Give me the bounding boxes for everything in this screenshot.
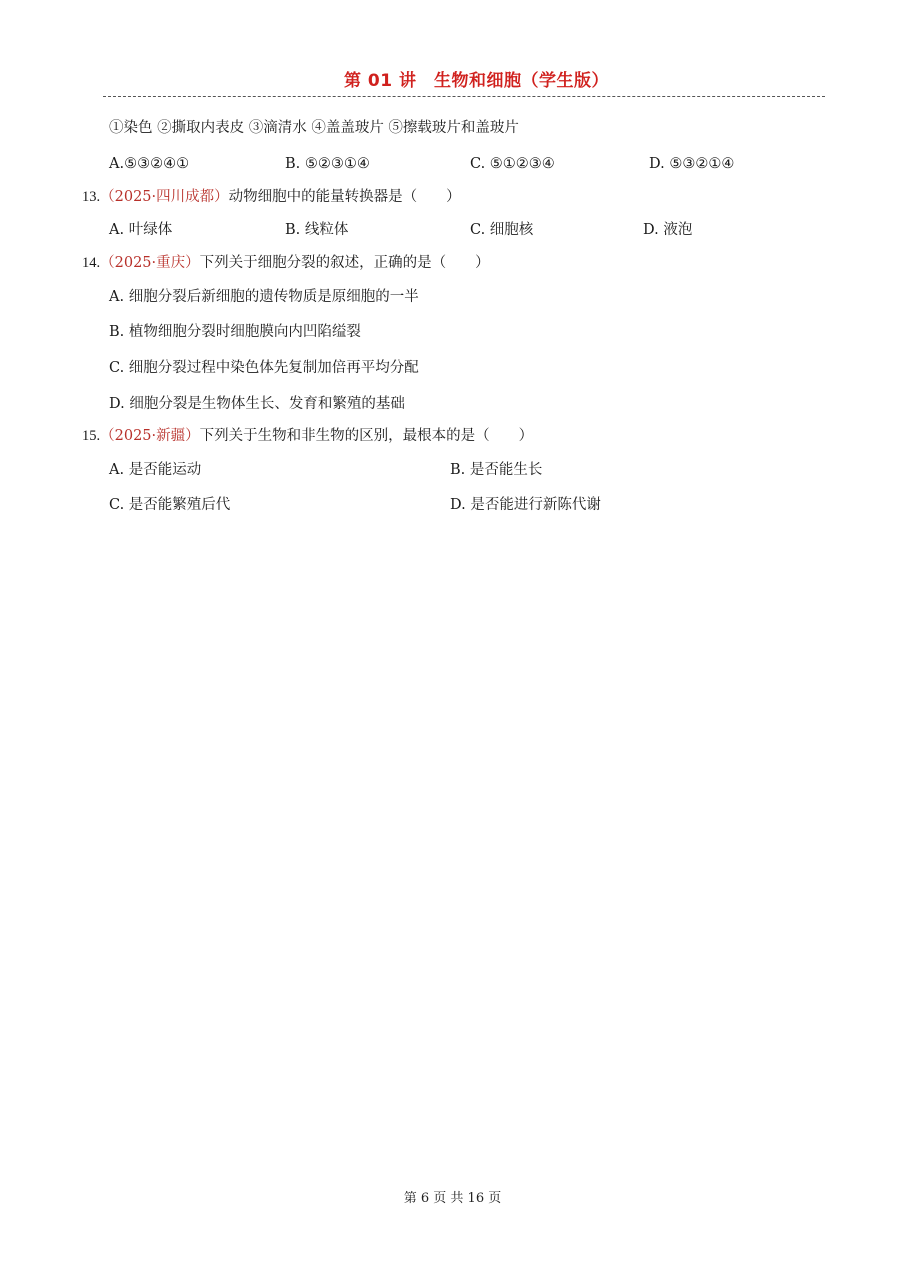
question-source: （2025·重庆） [100,255,200,271]
prev-option-a[interactable]: A.⑤③②④① [109,156,190,172]
question-text: 动物细胞中的能量转换器是（ ） [228,189,461,205]
q13-option-b[interactable]: B. 线粒体 [285,222,349,238]
question-source: （2025·四川成都） [100,189,229,205]
q15-option-a[interactable]: A. 是否能运动 [109,462,202,478]
question-number: 15. [82,428,101,444]
prev-option-b[interactable]: B. ⑤②③①④ [285,156,370,172]
prev-option-c[interactable]: C. ⑤①②③④ [470,156,555,172]
question-source: （2025·新疆） [100,428,200,444]
q14-option-b[interactable]: B. 植物细胞分裂时细胞膜向内凹陷缢裂 [109,324,361,340]
page-footer: 第 6 页 共 16 页 [403,1191,502,1206]
q15-option-b[interactable]: B. 是否能生长 [450,462,543,478]
q15-option-d[interactable]: D. 是否能进行新陈代谢 [450,497,601,513]
q14-option-a[interactable]: A. 细胞分裂后新细胞的遗传物质是原细胞的一半 [109,289,419,305]
page-header [0,66,905,91]
q13-option-d[interactable]: D. 液泡 [643,222,693,238]
q15-option-c[interactable]: C. 是否能繁殖后代 [109,497,231,513]
question-13-stem [82,186,461,208]
q13-option-a[interactable]: A. 叶绿体 [109,222,173,238]
q13-option-c[interactable]: C. 细胞核 [470,222,534,238]
header-divider [103,96,825,97]
prev-option-d[interactable]: D. ⑤③②①④ [649,156,735,172]
question-text: 下列关于生物和非生物的区别，最根本的是（ ） [199,428,534,444]
q14-option-c[interactable]: C. 细胞分裂过程中染色体先复制加倍再平均分配 [109,360,419,376]
prev-question-steps: ①染色 ②撕取内表皮 ③滴清水 ④盖盖玻片 ⑤擦载玻片和盖玻片 [109,120,519,136]
question-text: 下列关于细胞分裂的叙述，正确的是（ ） [199,255,490,271]
question-number: 13. [82,189,101,205]
page-title: 第 01 讲 生物和细胞（学生版） [344,71,609,91]
q14-option-d[interactable]: D. 细胞分裂是生物体生长、发育和繁殖的基础 [109,396,405,412]
question-14-stem [82,252,490,274]
question-15-stem [82,425,533,447]
question-number: 14. [82,255,101,271]
